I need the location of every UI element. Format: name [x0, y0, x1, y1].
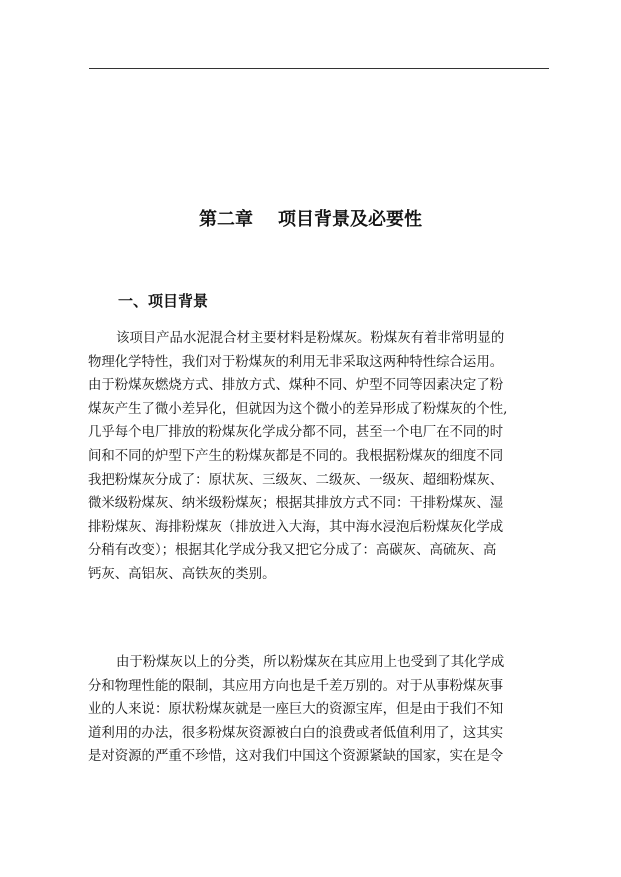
- paragraph-line: 分和物理性能的限制，其应用方向也是千差万别的。对于从事粉煤灰事: [88, 678, 504, 694]
- paragraph-line: 排粉煤灰、海排粉煤灰（排放进入大海，其中海水浸泡后粉煤灰化学成: [88, 519, 504, 535]
- paragraph-line: 煤灰产生了微小差异化，但就因为这个微小的差异形成了粉煤灰的个性,: [88, 401, 508, 417]
- paragraph-line: 钙灰、高铝灰、高铁灰的类别。: [88, 566, 276, 582]
- paragraph-line: 道利用的办法，很多粉煤灰资源被白白的浪费或者低值利用了，这其实: [88, 725, 504, 741]
- chapter-title: 第二章 项目背景及必要性: [198, 209, 423, 230]
- paragraph-line: 间和不同的炉型下产生的粉煤灰都是不同的。我根据粉煤灰的细度不同: [88, 448, 504, 464]
- paragraph-line: 由于粉煤灰燃烧方式、排放方式、煤种不同、炉型不同等因素决定了粉: [88, 378, 504, 394]
- paragraph-line: 微米级粉煤灰、纳米级粉煤灰；根据其排放方式不同：干排粉煤灰、湿: [88, 496, 504, 512]
- paragraph-line: 分稍有改变）；根据其化学成分我又把它分成了：高碳灰、高硫灰、高: [88, 543, 497, 559]
- paragraph-line: 业的人来说：原状粉煤灰就是一座巨大的资源宝库，但是由于我们不知: [88, 702, 504, 718]
- section-title: 一、项目背景: [118, 292, 209, 310]
- paragraph-line: 物理化学特性，我们对于粉煤灰的利用无非采取这两种特性综合运用。: [88, 354, 504, 370]
- paragraph-line: 该项目产品水泥混合材主要材料是粉煤灰。粉煤灰有着非常明显的: [116, 331, 505, 346]
- paragraph-line: 由于粉煤灰以上的分类，所以粉煤灰在其应用上也受到了其化学成: [116, 655, 505, 670]
- paragraph-line: 几乎每个电厂排放的粉煤灰化学成分都不同，甚至一个电厂在不同的时: [88, 425, 504, 441]
- paragraph: [88, 651, 548, 769]
- paragraph: [88, 327, 548, 587]
- header-rule: [89, 68, 549, 69]
- paragraph-line: 是对资源的严重不珍惜，这对我们中国这个资源紧缺的国家，实在是令: [88, 749, 504, 765]
- paragraph-line: 我把粉煤灰分成了：原状灰、三级灰、二级灰、一级灰、超细粉煤灰、: [88, 472, 504, 488]
